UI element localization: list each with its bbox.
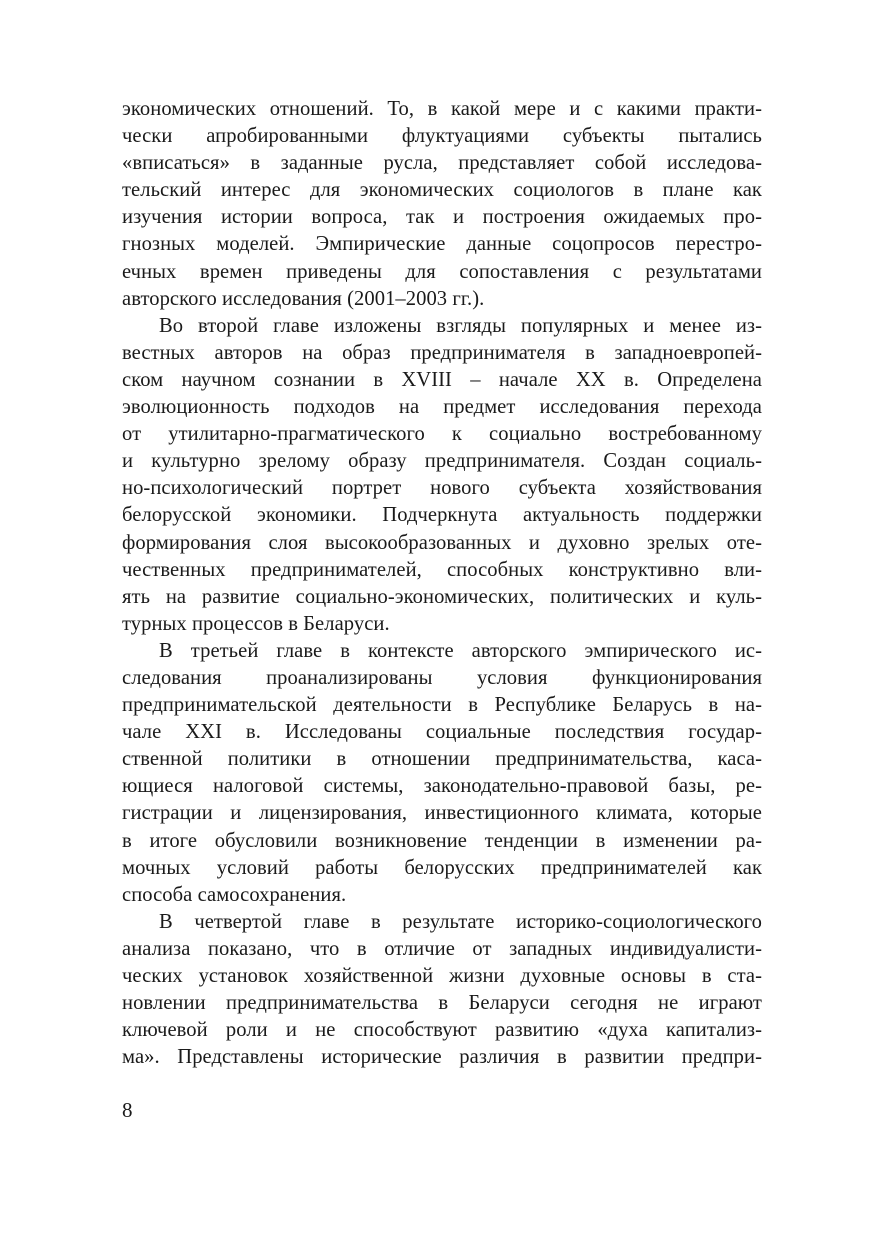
text-line: ческих установок хозяйственной жизни духовные основы в ста- [122, 965, 762, 987]
text-line: ском научном сознании в XVIII – начале XX в. Определена [122, 368, 762, 391]
text-line: предпринимательской деятельности в Республике Беларусь в на- [122, 694, 762, 717]
text-line: формирования слоя высокообразованных и духовно зрелых оте- [122, 531, 762, 554]
text-line: от утилитарно-прагматического к социально востребованному [122, 423, 762, 446]
text-line: и культурно зрелому образу предпринимателя. Создан социаль- [122, 450, 762, 473]
text-line: мочных условий работы белорусских предпринимателей как [122, 856, 762, 879]
text-line: белорусской экономики. Подчеркнута актуальность поддержки [122, 504, 762, 527]
text-line: новлении предпринимательства в Беларуси сегодня не играют [122, 992, 762, 1015]
text-line: изучения истории вопроса, так и построения ожидаемых про- [122, 206, 762, 229]
text-line: тельский интерес для экономических социологов в плане как [122, 179, 762, 202]
text-line: вестных авторов на образ предпринимателя в западноевропей- [122, 341, 762, 364]
text-line: В третьей главе в контексте авторского эмпирического ис- [159, 639, 762, 662]
text-line: ственной политики в отношении предпринимательства, каса- [122, 748, 762, 771]
text-line: анализа показано, что в отличие от западных индивидуалисти- [122, 937, 762, 960]
text-line: гнозных моделей. Эмпирические данные соцопросов перестро- [122, 233, 762, 256]
text-line: ключевой роли и не способствуют развитию «духа капитализ- [122, 1019, 762, 1042]
paragraph-chapter-four [122, 909, 762, 1072]
text-line: ять на развитие социально-экономических, политических и куль- [122, 585, 762, 608]
text-line: турных процессов в Беларуси. [122, 612, 390, 635]
text-line: чале XXI в. Исследованы социальные последствия государ- [122, 721, 762, 744]
text-line: Во второй главе изложены взгляды популярных и менее из- [159, 314, 762, 337]
text-line: В четвертой главе в результате историко-социологического [159, 910, 762, 933]
page-body [122, 96, 762, 1071]
text-line: чески апробированными флуктуациями субъекты пытались [122, 125, 762, 148]
text-line: ма». Представлены исторические различия в развитии предпри- [122, 1046, 762, 1069]
text-line: но-психологический портрет нового субъекта хозяйствования [122, 477, 762, 500]
text-line: в итоге обусловили возникновение тенденции в изменении ра- [122, 829, 762, 852]
paragraph-intro-continuation [122, 96, 762, 313]
text-line: «вписаться» в заданные русла, представляет собой исследова- [122, 152, 762, 175]
text-line: способа самосохранения. [122, 883, 347, 906]
paragraph-chapter-three [122, 638, 762, 909]
page-number: 8 [122, 1098, 133, 1122]
text-line: следования проанализированы условия функционирования [122, 666, 762, 689]
text-line: чественных предпринимателей, способных конструктивно вли- [122, 558, 762, 581]
text-line: ечных времен приведены для сопоставления с результатами [122, 260, 762, 283]
text-line: экономических отношений. То, в какой мере и с какими практи- [122, 98, 762, 120]
text-line: ющиеся налоговой системы, законодательно-правовой базы, ре- [122, 775, 762, 798]
text-line: авторского исследования (2001–2003 гг.). [122, 287, 485, 310]
text-line: гистрации и лицензирования, инвестиционного климата, которые [122, 802, 762, 825]
paragraph-chapter-two [122, 313, 762, 638]
text-line: эволюционность подходов на предмет исследования перехода [122, 396, 762, 419]
